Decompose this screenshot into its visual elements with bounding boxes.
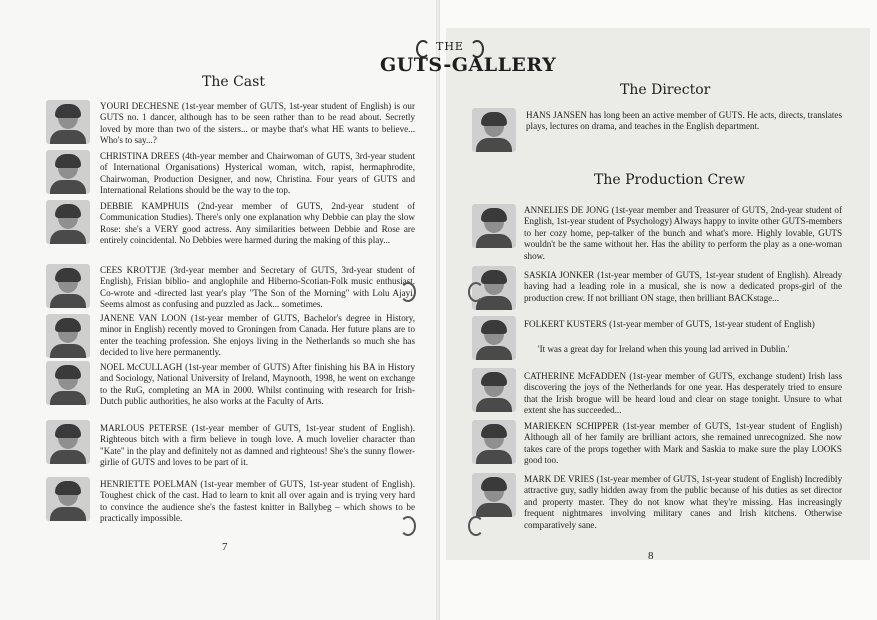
- title-the: THE: [436, 40, 464, 53]
- cast-bio: MARLOUS PETERSE (1st-year member of GUTS, 1st-year student of English). Righteous bitch with a firm believe in tough love. A much lovelier character than "Kate" in the play and definitely not as damned and righteous! She's the sunny flower-girlie of GUTS and loves to be part of it.: [100, 423, 415, 468]
- binder-ring-icon: [400, 516, 416, 536]
- portrait-photo: [46, 420, 90, 464]
- portrait-photo: [472, 473, 516, 517]
- right-page: [438, 0, 877, 620]
- crew-bio: SASKIA JONKER (1st-year member of GUTS, 1st-year student of English). Already having had a leading role in a musical, she is now a dedicated props-girl of the production crew. If not brilliant ON stage, then brilliant BACKstage...: [524, 270, 842, 303]
- portrait-photo: [46, 264, 90, 308]
- cast-bio: JANENE VAN LOON (1st-year member of GUTS, Bachelor's degree in History, minor in English) recently moved to Groningen from Canada. Her future plans are to enter the teaching profession. She enjoys living in the Netherlands so much she has decided to live here permanently.: [100, 313, 415, 358]
- crew-bio: MARK DE VRIES (1st-year member of GUTS, 1st-year student of English) Incredibly attractive guy, sadly hidden away from the public because of his duties as set director and property master. They do not know what they're missing. Has increasingly frequent nightmares involving military canes and Irish kitchens. Otherwise comparatively sane.: [524, 474, 842, 530]
- binder-ring-icon: [468, 516, 484, 536]
- portrait-photo: [472, 204, 516, 248]
- director-heading: The Director: [620, 82, 711, 98]
- cast-bio: YOURI DECHESNE (1st-year member of GUTS, 1st-year student of English) is our GUTS no. 1 dancer, although has to be seen rather than to be read about. Secretly loved by more than two of the sisters... or maybe that's what HE wants to believe... Who's to say...?: [100, 101, 415, 146]
- portrait-photo: [472, 316, 516, 360]
- crew-bio: CATHERINE McFADDEN (1st-year member of GUTS, exchange student) Irish lass discovering the joys of the Netherlands for one year. Has desperately tried to ensure that the Irish brogue will be heard loud and clear on stage tonight. Unsure to what extent she has succeeded...: [524, 371, 842, 416]
- cast-bio: NOEL McCULLAGH (1st-year member of GUTS) After finishing his BA in History and Sociology, National University of Ireland, Maynooth, 1998, he went on exchange to the RuG, completing an MA in 2000. Whilst continuing with research for Irish-Dutch public authorities, he also works at the Faculty of Arts.: [100, 362, 415, 407]
- director-bio: HANS JANSEN has long been an active member of GUTS. He acts, directs, translates plays, lectures on drama, and teaches in the English department.: [526, 110, 842, 132]
- binder-ring-icon: [400, 282, 416, 302]
- portrait-photo: [46, 100, 90, 144]
- portrait-photo: [46, 150, 90, 194]
- cast-bio: HENRIETTE POELMAN (1st-year member of GUTS, 1st-year student of English). Toughest chick of the cast. Had to learn to knit all over again and is trying very hard to convince the audience she's the fastest knitter in Ballybeg – which shows to be practically impossible.: [100, 479, 415, 524]
- cast-bio: DEBBIE KAMPHUIS (2nd-year member of GUTS, 2nd-year student of Communication Studies). There's only one explanation why Debbie can play the slow Rose: she's a VERY good actress. Any similarities between Debbie and Rose are entirely coincidental. No Debbies were harmed during the making of this play...: [100, 201, 415, 246]
- page-fold: [436, 0, 440, 620]
- crew-bio: ANNELIES DE JONG (1st-year member and Treasurer of GUTS, 2nd-year student of English, 1st-year student of Psychology) Always happy to invite other GUTS-members to her cozy home, pep-talker of the bunch and what's more. Highly lovable, GUTS wouldn't be the same without her. Has the ability to perform the play as a one-woman show.: [524, 205, 842, 261]
- portrait-photo: [46, 477, 90, 521]
- cast-heading: The Cast: [202, 74, 265, 90]
- cast-bio: CEES KROTTJE (3rd-year member and Secretary of GUTS, 3rd-year student of English), Frisian biblio- and anglophile and Hiberno-Scotian-Folk music enthusiast. Co-wrote and -directed last year's play "The Son of the Morning" with Lolu Ajayi. Seems almost as confusing and puzzled as Jack... sometimes.: [100, 265, 415, 310]
- crew-quote: 'It was a great day for Ireland when this young lad arrived in Dublin.': [538, 344, 790, 354]
- portrait-photo: [46, 200, 90, 244]
- page-number: 8: [648, 550, 654, 562]
- portrait-photo: [472, 420, 516, 464]
- portrait-photo: [472, 108, 516, 152]
- crew-bio: MARIEKEN SCHIPPER (1st-year member of GUTS, 1st-year student of English) Although all of her family are brilliant actors, she remained unrecognized. She now takes care of the props together with Mark and Saskia to make sure the play LOOKS good too.: [524, 421, 842, 466]
- crew-heading: The Production Crew: [594, 172, 746, 188]
- portrait-photo: [46, 314, 90, 358]
- cast-bio: CHRISTINA DREES (4th-year member and Chairwoman of GUTS, 3rd-year student of International Organisations) Hysterical woman, witch, rapist, hermaphrodite, Chairwoman, Production Designer, and now, Christina. Four years of GUTS and International Relations should be the way to the top.: [100, 151, 415, 196]
- portrait-photo: [472, 368, 516, 412]
- page-number: 7: [222, 541, 228, 553]
- left-page: [0, 0, 438, 620]
- binder-ring-icon: [468, 282, 484, 302]
- portrait-photo: [46, 361, 90, 405]
- crew-bio: FOLKERT KUSTERS (1st-year member of GUTS, 1st-year student of English): [524, 319, 815, 329]
- page-title: GUTS-GALLERY: [380, 54, 557, 76]
